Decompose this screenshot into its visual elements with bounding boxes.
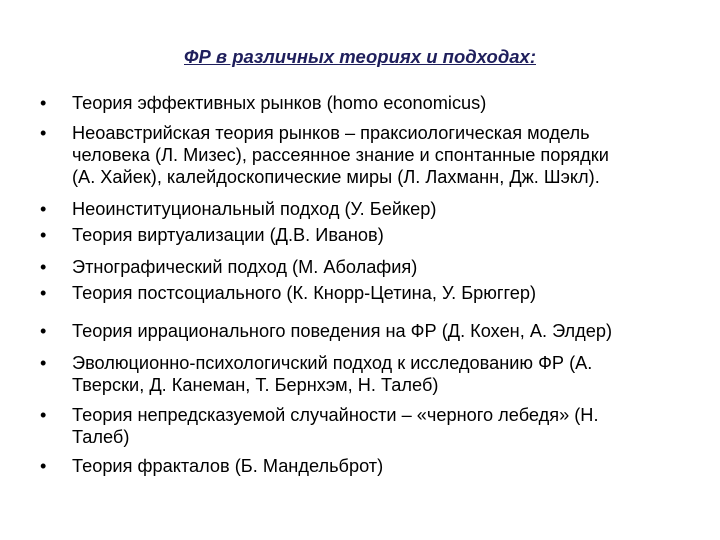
bullet-icon: • (40, 225, 47, 245)
list-item-text: Теория виртуализации (Д.В. Иванов) (72, 225, 384, 245)
list-item-text: Теория постсоциального (К. Кнорр-Цетина, У. Брюггер) (72, 283, 537, 303)
slide-title: ФР в различных теориях и подходах: (184, 46, 536, 67)
bullet-icon: • (40, 257, 47, 277)
list-item-text: Неоавстрийская теория рынков – праксиологическая модель человека (Л. Мизес), рассеянное знание и спонтанные порядки (А. Хайек), калейдоскопические миры (Л. Лахманн, Дж. Шэкл). (72, 123, 609, 187)
bullet-icon: • (40, 321, 47, 341)
bullet-icon: • (40, 93, 47, 113)
list-item-text: Неоинституциональный подход (У. Бейкер) (72, 199, 437, 219)
bullet-icon: • (40, 456, 47, 476)
list-item-text: Теория непредсказуемой случайности – «черного лебедя» (Н. Талеб) (72, 405, 599, 447)
list-item-text: Теория иррационального поведения на ФР (Д. Кохен, А. Элдер) (72, 321, 613, 341)
bullet-icon: • (40, 283, 47, 303)
list-item-text: Теория эффективных рынков (homo economicus) (72, 93, 487, 113)
bullet-icon: • (40, 405, 47, 425)
list-item-text: Эволюционно-психологичский подход к исследованию ФР (А. Тверски, Д. Канеман, Т. Бернхэм, Н. Талеб) (72, 353, 593, 395)
bullet-icon: • (40, 123, 47, 143)
bullet-icon: • (40, 353, 47, 373)
list-item-text: Этнографический подход (М. Аболафия) (72, 257, 418, 277)
bullet-icon: • (40, 199, 47, 219)
list-item-text: Теория фракталов (Б. Мандельброт) (72, 456, 384, 476)
